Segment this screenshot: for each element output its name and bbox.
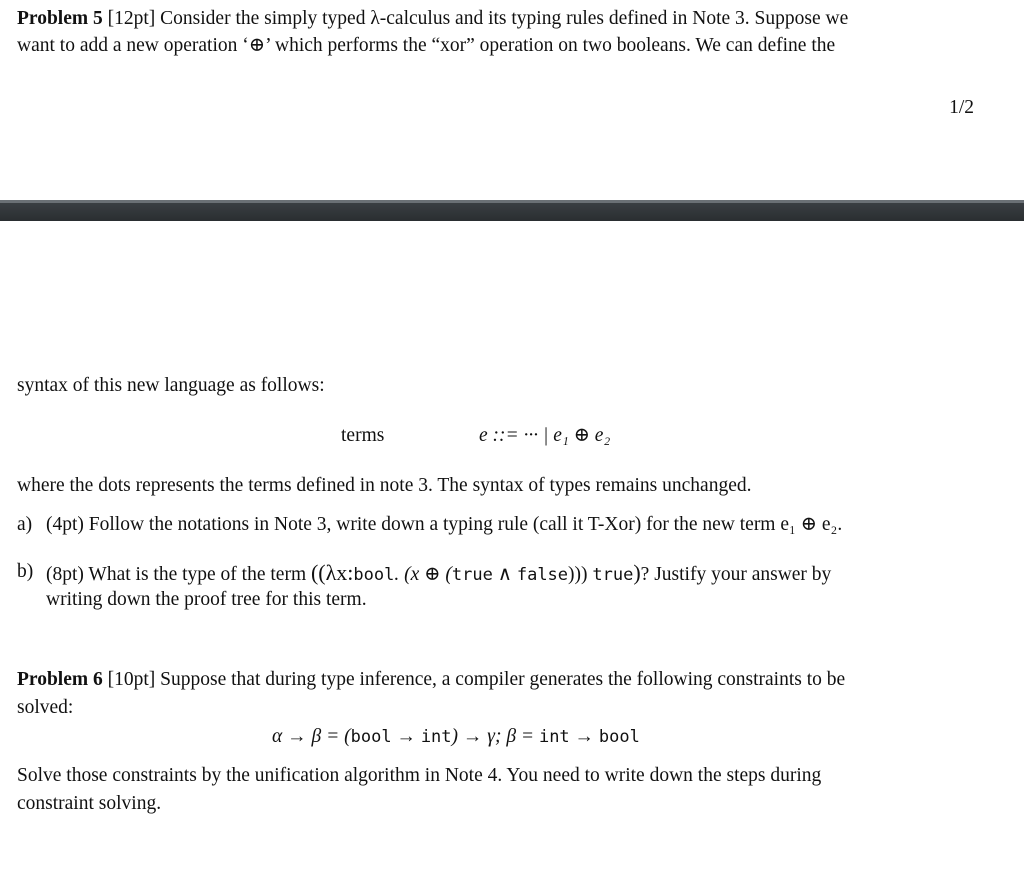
terms-label: terms xyxy=(341,425,385,446)
problem-5-line-4: where the dots represents the terms defined in note 3. The syntax of types remains unchanged. xyxy=(17,475,752,496)
constraint-arrow-2: → xyxy=(569,726,599,747)
constraints-equation xyxy=(272,727,640,747)
constraint-bool-1: bool xyxy=(350,727,392,747)
problem-6-text-1: Suppose that during type inference, a compiler generates the following constraints to be xyxy=(160,669,846,690)
problem-6-line-4: constraint solving. xyxy=(17,793,162,814)
term-true: true xyxy=(451,565,493,585)
problem-6-line-1 xyxy=(17,670,845,690)
problem-6-points: [10pt] xyxy=(107,669,156,690)
term-true-2: true xyxy=(592,565,634,585)
problem-5-points: [12pt] xyxy=(107,8,156,29)
part-b-text-post: ? Justify your answer by xyxy=(640,564,832,585)
constraint-int-1: int xyxy=(420,727,452,747)
problem-5-line-2: want to add a new operation ‘⊕’ which performs the “xor” operation on two booleans. We can define the xyxy=(17,35,836,56)
term-mid: . (x ⊕ ( xyxy=(394,564,452,585)
problem-5-heading: Problem 5 xyxy=(17,8,103,29)
part-a-label: a) xyxy=(17,514,33,535)
part-b-line-2: writing down the proof tree for this term. xyxy=(46,589,367,610)
problem-5-line-1 xyxy=(17,9,848,29)
part-a-text: (4pt) Follow the notations in Note 3, write down a typing rule (call it T-Xor) for the new term e₁ ⊕ e₂. xyxy=(46,514,843,535)
term-open: ((λx: xyxy=(310,560,354,585)
term-false: false xyxy=(516,565,569,585)
part-b-line-1 xyxy=(46,562,831,585)
terms-rule: e ::= ··· | e₁ ⊕ e₂ xyxy=(479,425,611,446)
constraint-bool-2: bool xyxy=(598,727,640,747)
problem-6-line-2: solved: xyxy=(17,697,74,718)
constraint-part-2: ) → γ; β = xyxy=(451,726,539,747)
term-paren-close: ) xyxy=(633,560,641,585)
part-b-term xyxy=(310,560,641,585)
part-b-text-pre: (8pt) What is the type of the term xyxy=(46,564,307,585)
term-close: ))) xyxy=(568,564,593,585)
problem-6-line-3: Solve those constraints by the unification algorithm in Note 4. You need to write down the steps during xyxy=(17,765,822,786)
part-b-label: b) xyxy=(17,561,34,582)
problem-6-heading: Problem 6 xyxy=(17,669,103,690)
problem-5-line-3: syntax of this new language as follows: xyxy=(17,375,325,396)
term-bool: bool xyxy=(353,565,395,585)
constraint-arrow-1: → xyxy=(391,726,421,747)
page-divider-bar xyxy=(0,200,1024,221)
constraint-part-1: α → β = ( xyxy=(272,726,351,747)
page-number: 1/2 xyxy=(949,97,974,118)
problem-5-text-1: Consider the simply typed λ-calculus and its typing rules defined in Note 3. Suppose we xyxy=(160,8,849,29)
constraint-int-2: int xyxy=(538,727,570,747)
term-and: ∧ xyxy=(492,564,517,585)
